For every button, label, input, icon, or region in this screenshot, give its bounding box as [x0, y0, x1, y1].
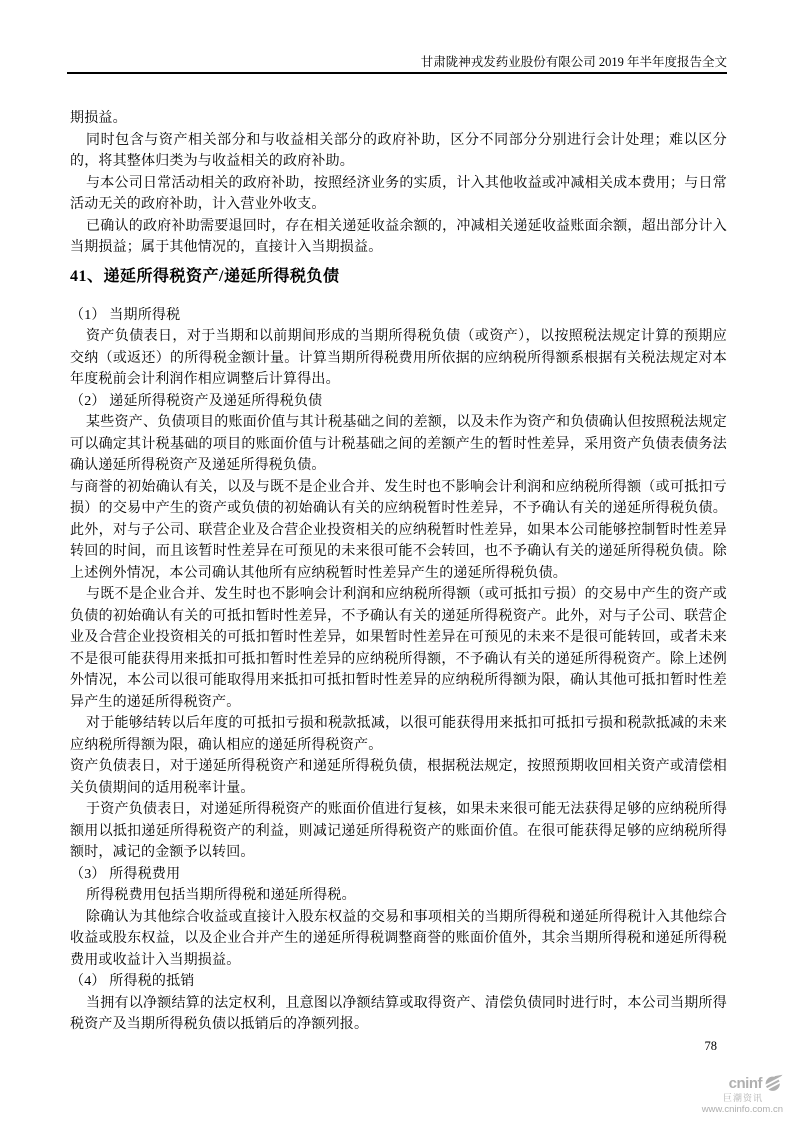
- paragraph: 与既不是企业合并、发生时也不影响会计利润和应纳税所得额（或可抵扣亏损）的交易中产生的资产或负债的初始确认有关的可抵扣暂时性差异，不予确认有关的递延所得税资产。此外，对与子公司、联营企业及合营企业投资相关的可抵扣暂时性差异，如果暂时性差异在可预见的未来不是很可能转回，或者未来不是很可能获得用来抵扣可抵扣暂时性差异的应纳税所得额，不予确认有关的递延所得税资产。除上述例外情况，本公司以很可能取得用来抵扣可抵扣暂时性差异的应纳税所得额为限，确认其他可抵扣暂时性差异产生的递延所得税资产。: [70, 587, 727, 710]
- intro-paragraphs: [70, 108, 727, 259]
- paragraph: 所得税费用包括当期所得税和递延所得税。: [86, 888, 356, 903]
- cninfo-url: www.cninfo.com.cn: [701, 1104, 783, 1115]
- page-number: 78: [704, 1039, 717, 1053]
- paragraph: 已确认的政府补助需要退回时，存在相关递延收益余额的，冲减相关递延收益账面余额，超出部分计入当期损益；属于其他情况的，直接计入当期损益。: [70, 218, 727, 255]
- cninfo-brand-text: cninf: [728, 1074, 762, 1092]
- cninfo-logo-row: [702, 1074, 783, 1092]
- paragraph: 于资产负债表日，对递延所得税资产的账面价值进行复核，如果未来很可能无法获得足够的应纳税所得额用以抵扣递延所得税资产的利益，则减记递延所得税资产的账面价值。在很可能获得足够的应纳税所得额时，减记的金额予以转回。: [70, 802, 727, 860]
- cninfo-logo: [702, 1074, 783, 1115]
- paragraph: 对于能够结转以后年度的可抵扣亏损和税款抵减，以很可能获得用来抵扣可抵扣亏损和税款抵减的未来应纳税所得额为限，确认相应的递延所得税资产。: [70, 716, 727, 753]
- paragraph: 与本公司日常活动相关的政府补助，按照经济业务的实质，计入其他收益或冲减相关成本费用；与日常活动无关的政府补助，计入营业外收支。: [70, 175, 727, 212]
- paragraph: 同时包含与资产相关部分和与收益相关部分的政府补助，区分不同部分分别进行会计处理；难以区分的，将其整体归类为与收益相关的政府补助。: [70, 132, 727, 169]
- paragraph: 资产负债表日，对于递延所得税资产和递延所得税负债，根据税法规定，按照预期收回相关资产或清偿相关负债期间的适用税率计量。: [70, 759, 727, 796]
- header-rule: [67, 72, 727, 74]
- cninfo-chinese-name: 巨潮资讯: [722, 1093, 763, 1103]
- paragraph: 与商誉的初始确认有关，以及与既不是企业合并、发生时也不影响会计利润和应纳税所得额（或可抵扣亏损）的交易中产生的资产或负债的初始确认有关的应纳税暂时性差异，不予确认有关的递延所得税负债。此外，对与子公司、联营企业及合营企业投资相关的应纳税暂时性差异，如果本公司能够控制暂时性差异转回的时间，而且该暂时性差异在可预见的未来很可能不会转回，也不予确认有关的递延所得税负债。除上述例外情况，本公司确认其他所有应纳税暂时性差异产生的递延所得税负债。: [70, 479, 727, 581]
- section-paragraphs: [70, 305, 727, 1036]
- section-heading: 41、递延所得税资产/递延所得税负债: [70, 267, 340, 285]
- paragraph: 某些资产、负债项目的账面价值与其计税基础之间的差额，以及未作为资产和负债确认但按照税法规定可以确定其计税基础的项目的账面价值与计税基础之间的差额产生的暂时性差异，采用资产负债表债务法确认递延所得税资产及递延所得税负债。: [70, 415, 727, 473]
- paragraph: 资产负债表日，对于当期和以前期间形成的当期所得税负债（或资产），以按照税法规定计算的预期应交纳（或返还）的所得税金额计量。计算当期所得税费用所依据的应纳税所得额系根据有关税法规定对本年度税前会计利润作相应调整后计算得出。: [70, 329, 727, 387]
- paragraph: 当拥有以净额结算的法定权利，且意图以净额结算或取得资产、清偿负债同时进行时，本公司当期所得税资产及当期所得税负债以抵销后的净额列报。: [70, 995, 727, 1032]
- header-title: 甘肃陇神戎发药业股份有限公司 2019 年半年度报告全文: [420, 55, 727, 69]
- paragraph: （3） 所得税费用: [70, 866, 181, 882]
- paragraph: （2） 递延所得税资产及递延所得税负债: [70, 393, 323, 409]
- cninfo-swirl-icon: [764, 1074, 783, 1092]
- paragraph: （4） 所得税的抵销: [70, 974, 195, 989]
- paragraph: 期损益。: [70, 111, 127, 126]
- paragraph: （1） 当期所得税: [70, 307, 181, 323]
- document-body: [70, 108, 727, 1036]
- paragraph: 除确认为其他综合收益或直接计入股东权益的交易和事项相关的当期所得税和递延所得税计入其他综合收益或股东权益，以及企业合并产生的递延所得税调整商誉的账面价值外，其余当期所得税和递延所得税费用或收益计入当期损益。: [70, 909, 727, 968]
